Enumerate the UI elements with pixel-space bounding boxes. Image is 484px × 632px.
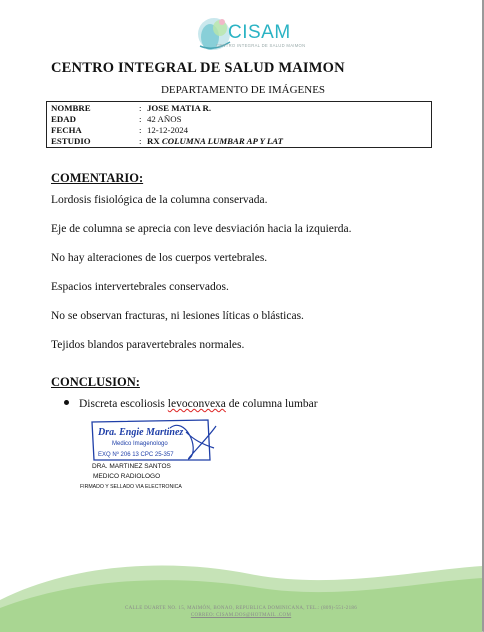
comment-line: Eje de columna se aprecia con leve desviación hacia la izquierda. <box>51 223 352 235</box>
comment-line: Lordosis fisiológica de la columna conservada. <box>51 194 268 206</box>
study-prefix: RX <box>147 136 160 146</box>
footer-wave-decoration <box>0 560 482 632</box>
comment-line: Tejidos blandos paravertebrales normales. <box>51 339 245 351</box>
department-title: DEPARTAMENTO DE IMÁGENES <box>160 84 326 96</box>
info-label: FECHA <box>51 125 82 135</box>
patient-name: JOSE MATIA R. <box>147 103 212 113</box>
spellcheck-flagged-word: levoconvexa <box>167 398 226 410</box>
study-name <box>147 136 283 146</box>
patient-age: 42 AÑOS <box>147 114 182 124</box>
logo-wordmark: CISAM <box>228 22 291 43</box>
conclusion-heading: CONCLUSION: <box>51 375 140 389</box>
doctor-title: MEDICO RADIOLOGO <box>93 473 161 480</box>
comment-line: Espacios intervertebrales conservados. <box>51 281 229 293</box>
info-label: NOMBRE <box>51 103 91 113</box>
conclusion-text-end: de columna lumbar <box>225 398 318 410</box>
stamp-title: Medico Imagenologo <box>112 441 168 447</box>
info-label: EDAD <box>51 114 76 124</box>
patient-info-box <box>46 101 432 148</box>
comment-heading: COMENTARIO: <box>51 171 144 185</box>
comment-line: No se observan fracturas, ni lesiones líticas o blásticas. <box>51 310 304 322</box>
study-date: 12-12-2024 <box>147 125 189 135</box>
center-title: CENTRO INTEGRAL DE SALUD MAIMON <box>51 60 345 76</box>
conclusion-text-start: Discreta escoliosis <box>79 398 168 410</box>
signature-note: FIRMADO Y SELLADO VIA ELECTRONICA <box>80 484 182 490</box>
info-label: ESTUDIO <box>51 136 91 146</box>
footer-email: CORREO: CISAM.DOS@HOTMAIL .COM <box>190 613 292 618</box>
stamp-exq: EXQ Nº 206 13 CPC 25-357 <box>98 452 174 458</box>
info-separator: : <box>139 114 142 124</box>
study-description: COLUMNA LUMBAR AP Y LAT <box>161 136 283 146</box>
stamp-name: Dra. Engie Martinez <box>98 427 184 438</box>
logo-subtitle: CENTRO INTEGRAL DE SALUD MAIMON <box>216 43 306 48</box>
comment-line: No hay alteraciones de los cuerpos vertebrales. <box>51 252 268 264</box>
doctor-stamp-icon <box>90 418 220 462</box>
conclusion-item <box>79 398 318 410</box>
info-separator: : <box>139 103 142 113</box>
doctor-name: DRA. MARTINEZ SANTOS <box>92 463 171 470</box>
info-separator: : <box>139 136 142 146</box>
info-separator: : <box>139 125 142 135</box>
bullet-icon <box>64 400 69 405</box>
footer-address: CALLE DUARTE NO. 15, MAIMÓN, BONAO, REPUBLICA DOMINICANA, TEL.: (809)-551-2186 <box>124 606 358 611</box>
